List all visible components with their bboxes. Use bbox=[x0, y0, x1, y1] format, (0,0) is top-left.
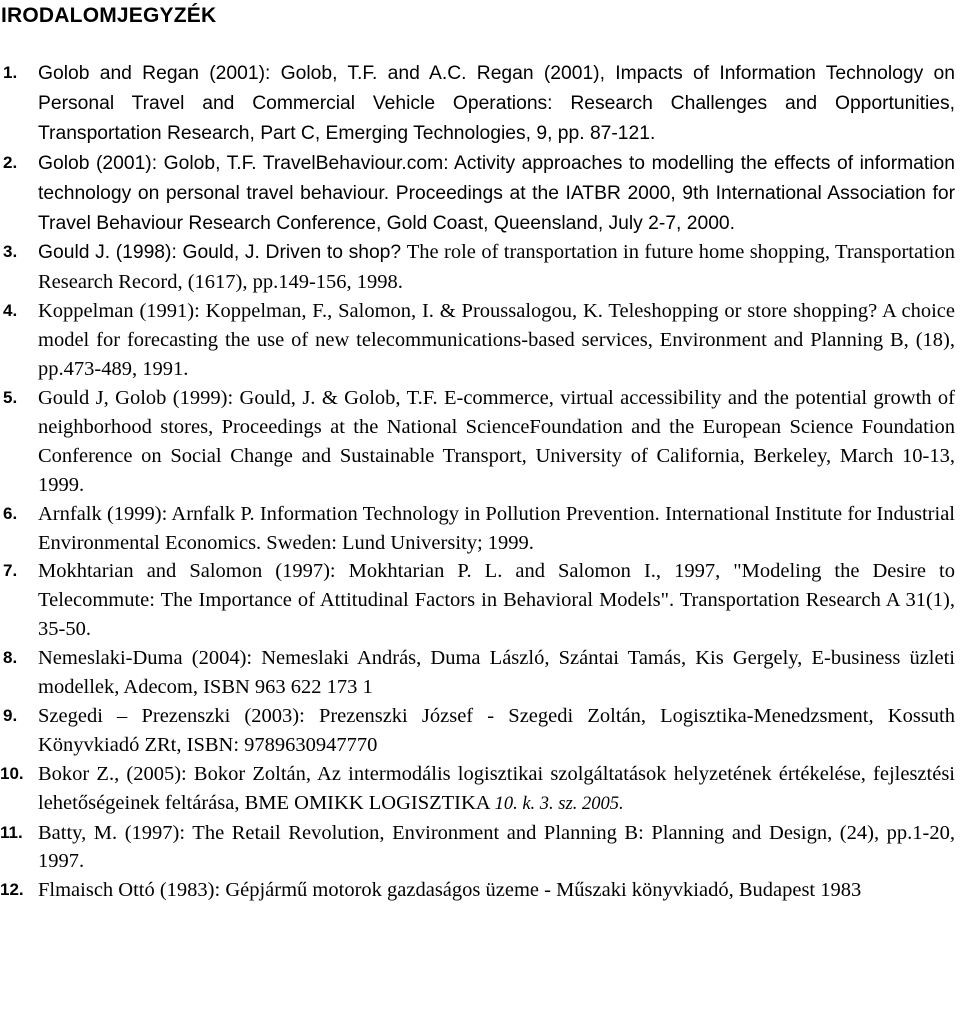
reference-item bbox=[0, 149, 955, 239]
reference-text-segment: Golob and Regan (2001): Golob, T.F. and A.C. Regan (2001), Impacts of Information Technology on Personal Travel and Commercial Vehicle Operations: Research Challenges and Opportunities, Transportation Research, Part C, Emerging Technologies, 9, pp. 87-121. bbox=[38, 63, 955, 144]
reference-item bbox=[0, 760, 955, 819]
reference-list bbox=[0, 59, 960, 905]
reference-text bbox=[38, 503, 955, 554]
reference-text-segment: Gould J, Golob (1999): Gould, J. & Golob, T.F. E-commerce, virtual accessibility and the potential growth of neighborhood stores, Proceedings at the National ScienceFoundation and the European Science Foundation Conference on Social Change and Sustainable Transport, University of California, Berkeley, March 10-13, 1999. bbox=[38, 386, 955, 496]
reference-text-segment: The role of transportation in future home shopping, Transportation Research Record, (1617), pp.149-156, 1998. bbox=[38, 241, 955, 294]
reference-number: 8. bbox=[3, 648, 18, 668]
reference-text bbox=[38, 879, 861, 901]
reference-number: 7. bbox=[3, 561, 18, 581]
reference-text bbox=[38, 152, 955, 234]
reference-number: 3. bbox=[3, 242, 18, 262]
reference-text bbox=[38, 822, 955, 873]
reference-text bbox=[38, 647, 955, 698]
reference-item bbox=[0, 557, 955, 644]
reference-text-segment: Gould J. (1998): Gould, J. Driven to shop? bbox=[38, 242, 407, 264]
reference-number: 2. bbox=[3, 152, 18, 172]
reference-number: 4. bbox=[3, 301, 18, 321]
reference-text-segment: 10. k. 3. sz. 2005. bbox=[494, 793, 624, 814]
reference-number: 1. bbox=[3, 63, 18, 82]
reference-number: 10. bbox=[0, 763, 24, 783]
reference-item bbox=[0, 876, 955, 905]
reference-text-segment: Flmaisch Ottó (1983): Gépjármű motorok gazdaságos üzeme - Műszaki könyvkiadó, Budapest 1983 bbox=[38, 879, 862, 902]
reference-text-segment: Batty, M. (1997): The Retail Revolution, Environment and Planning B: Planning and Design, (24), pp.1-20, 1997. bbox=[38, 821, 955, 873]
reference-item bbox=[0, 702, 955, 760]
reference-number: 12. bbox=[0, 880, 24, 900]
reference-text-segment: Mokhtarian and Salomon (1997): Mokhtarian P. L. and Salomon I., 1997, "Modeling the Desire to Telecommute: The Importance of Attitudinal Factors in Behavioral Models". Transportation Research A 31(1), 35-50. bbox=[38, 560, 955, 641]
reference-number: 5. bbox=[3, 387, 18, 407]
reference-text bbox=[38, 705, 955, 756]
reference-text-segment: Bokor Z., (2005): Bokor Zoltán, Az intermodális logisztikai szolgáltatások helyzetének értékelése, fejlesztési lehetőségeinek feltárása, BME OMIKK LOGISZTIKA bbox=[38, 762, 955, 814]
reference-item bbox=[0, 384, 955, 500]
reference-text bbox=[38, 62, 955, 144]
reference-text bbox=[38, 763, 955, 814]
reference-item bbox=[0, 644, 955, 702]
reference-text-segment: Szegedi – Prezenszki (2003): Prezenszki József - Szegedi Zoltán, Logisztika-Menedzsment, Kossuth Könyvkiadó ZRt, ISBN: 9789630947770 bbox=[38, 704, 955, 756]
reference-item bbox=[0, 819, 955, 877]
reference-text bbox=[38, 387, 955, 496]
reference-text-segment: Koppelman (1991): Koppelman, F., Salomon, I. & Proussalogou, K. Teleshopping or store shopping? A choice model for forecasting the use of new telecommunications-based services, Environment and Planning B, (18), pp.473-489, 1991. bbox=[38, 300, 955, 381]
reference-item bbox=[0, 297, 955, 384]
reference-text bbox=[38, 560, 955, 640]
reference-text bbox=[38, 241, 955, 293]
page-title: IRODALOMJEGYZÉK bbox=[1, 4, 217, 27]
reference-item bbox=[0, 59, 955, 149]
reference-text-segment: Nemeslaki-Duma (2004): Nemeslaki András, Duma László, Szántai Tamás, Kis Gergely, E-business üzleti modellek, Adecom, ISBN 963 622 173 1 bbox=[38, 647, 955, 699]
reference-text-segment: Arnfalk (1999): Arnfalk P. Information Technology in Pollution Prevention. International Institute for Industrial Environmental Economics. Sweden: Lund University; 1999. bbox=[38, 502, 955, 554]
reference-number: 9. bbox=[3, 705, 18, 725]
reference-text bbox=[38, 300, 955, 380]
reference-item bbox=[0, 500, 955, 558]
reference-text-segment: Golob (2001): Golob, T.F. TravelBehaviour.com: Activity approaches to modelling the effects of information technology on personal travel behaviour. Proceedings at the IATBR 2000, 9th International Association for Travel Behaviour Research Conference, Gold Coast, Queensland, July 2-7, 2000. bbox=[38, 152, 955, 234]
reference-item bbox=[0, 238, 955, 297]
reference-number: 11. bbox=[0, 822, 23, 842]
reference-number: 6. bbox=[3, 503, 18, 523]
